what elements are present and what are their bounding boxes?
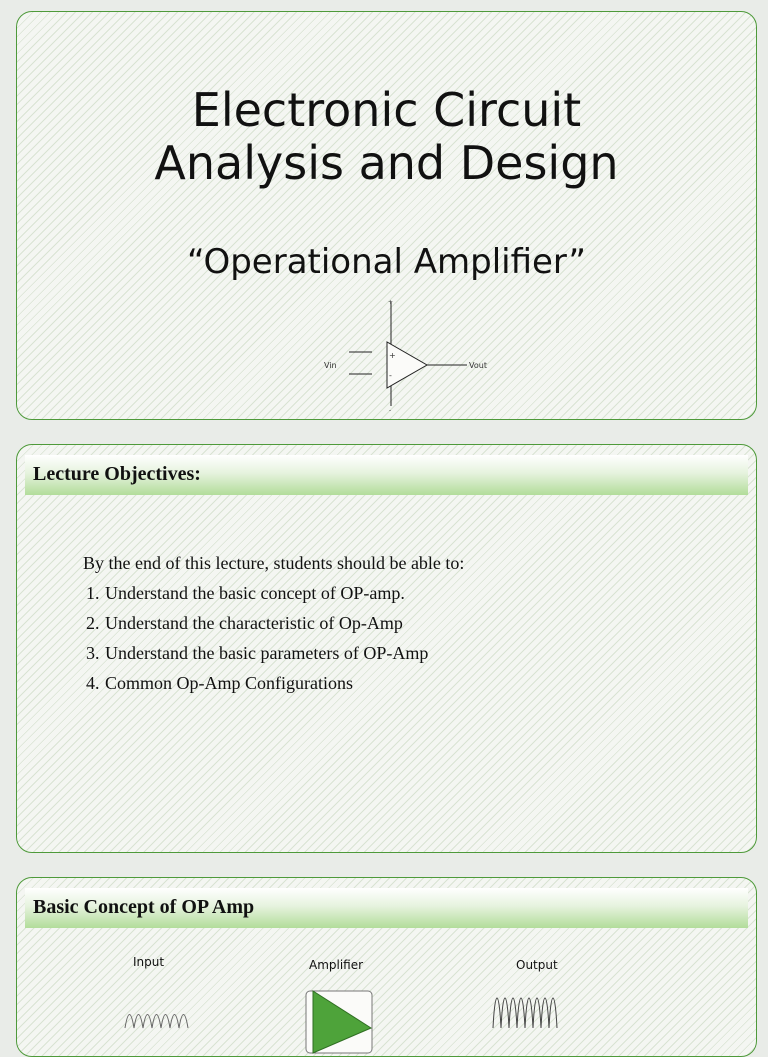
- objectives-intro: By the end of this lecture, students should be able to:: [83, 553, 465, 573]
- vin-label: Vin: [324, 361, 337, 370]
- opamp-triangle: [387, 342, 427, 388]
- noninverting-pin-label: +: [389, 351, 396, 360]
- objectives-content: [83, 553, 464, 703]
- title-slide: [16, 11, 757, 420]
- supply-minus-label: -: [389, 407, 392, 414]
- slide-title: [17, 84, 756, 190]
- objective-item: 2. Understand the characteristic of Op-Amp: [104, 613, 464, 634]
- vout-label: Vout: [469, 361, 487, 370]
- basic-concept-slide: [16, 877, 757, 1057]
- objectives-header: Lecture Objectives:: [33, 463, 201, 485]
- title-line-2: Analysis and Design: [154, 136, 619, 190]
- objective-item: 1. Understand the basic concept of OP-amp.: [104, 583, 464, 604]
- input-label: Input: [133, 955, 165, 969]
- objective-item: 4. Common Op-Amp Configurations: [104, 673, 464, 694]
- input-sine-wave: [125, 1015, 188, 1029]
- supply-plus-label: +: [388, 299, 394, 306]
- objective-item: 3. Understand the basic parameters of OP-Amp: [104, 643, 464, 664]
- basic-concept-header: Basic Concept of OP Amp: [33, 896, 255, 918]
- opamp-symbol-diagram: [297, 294, 497, 414]
- inverting-pin-label: -: [389, 371, 392, 380]
- objectives-list: [83, 583, 464, 694]
- slide-subtitle: “Operational Amplifier”: [187, 242, 586, 282]
- objectives-slide: [16, 444, 757, 853]
- output-label: Output: [516, 958, 558, 972]
- title-line-1: Electronic Circuit: [191, 83, 582, 137]
- amplifier-concept-diagram: [17, 878, 757, 1057]
- objectives-header-bar: [25, 455, 748, 495]
- amplifier-label: Amplifier: [309, 958, 364, 972]
